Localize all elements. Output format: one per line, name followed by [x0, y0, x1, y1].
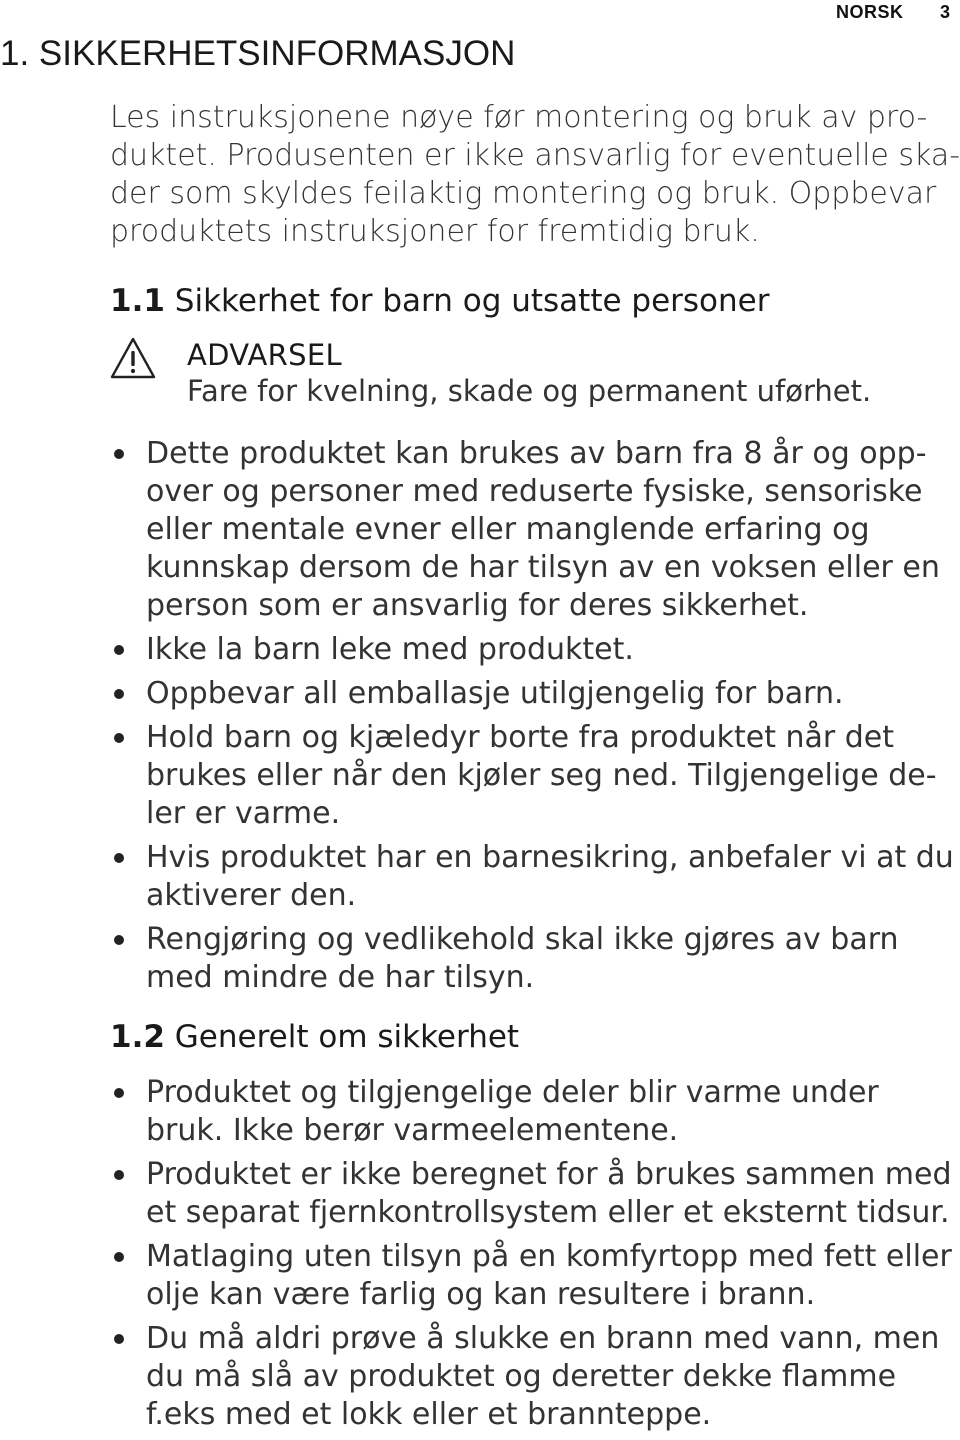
warning-title: ADVARSEL [187, 338, 342, 372]
list-item-line: du må slå av produktet og deretter dekke flamme [146, 1359, 897, 1394]
intro-line: der som skyldes feilaktig montering og bruk. Oppbevar [110, 176, 937, 211]
chapter-title: 1. SIKKERHETSINFORMASJON [0, 34, 516, 73]
list-item-line: Rengjøring og vedlikehold skal ikke gjøres av barn [146, 922, 899, 957]
list-item [0, 839, 960, 915]
bullet-dot [114, 645, 124, 655]
list-item-line: aktiverer den. [146, 878, 357, 913]
warning-text: Fare for kvelning, skade og permanent uførhet. [187, 374, 872, 408]
list-item [0, 1074, 960, 1150]
list-item [0, 1320, 960, 1434]
bullet-dot [114, 935, 124, 945]
section-title-text: Sikkerhet for barn og utsatte personer [174, 283, 770, 319]
bullet-dot [114, 689, 124, 699]
list-item-line: ler er varme. [146, 796, 341, 831]
list-item [0, 719, 960, 833]
list-item-line: brukes eller når den kjøler seg ned. Tilgjengelige de- [146, 758, 937, 793]
list-item-line: Dette produktet kan brukes av barn fra 8 år og opp- [146, 436, 927, 471]
warning-triangle-icon [110, 337, 156, 379]
intro-line: produktets instruksjoner for fremtidig bruk. [110, 214, 760, 249]
list-item-line: Oppbevar all emballasje utilgjengelig for barn. [146, 676, 844, 711]
intro-line: duktet. Produsenten er ikke ansvarlig for eventuelle ska- [110, 138, 960, 173]
section-title-1-2 [110, 1019, 519, 1055]
list-item-line: med mindre de har tilsyn. [146, 960, 535, 995]
bullet-list-1-1 [0, 435, 960, 1003]
section-number: 1.2 [110, 1019, 165, 1055]
header-language: NORSK [836, 2, 904, 22]
bullet-dot [114, 1252, 124, 1262]
section-title-text: Generelt om sikkerhet [174, 1019, 520, 1055]
list-item-line: eller mentale evner eller manglende erfaring og [146, 512, 870, 547]
list-item-line: f.eks med et lokk eller et brannteppe. [146, 1397, 712, 1432]
list-item-line: bruk. Ikke berør varmeelementene. [146, 1113, 679, 1148]
list-item-line: Produktet er ikke beregnet for å brukes sammen med [146, 1157, 952, 1192]
list-item-line: et separat fjernkontrollsystem eller et eksternt tidsur. [146, 1195, 950, 1230]
list-item-line: Ikke la barn leke med produktet. [146, 632, 634, 667]
bullet-dot [114, 1088, 124, 1098]
intro-paragraph [110, 99, 960, 251]
section-title-1-1 [110, 283, 770, 319]
bullet-dot [114, 1170, 124, 1180]
list-item-line: olje kan være farlig og kan resultere i brann. [146, 1277, 816, 1312]
list-item-line: Matlaging uten tilsyn på en komfyrtopp med fett eller [146, 1239, 952, 1274]
bullet-dot [114, 449, 124, 459]
intro-line: Les instruksjonene nøye før montering og bruk av pro- [110, 100, 928, 135]
list-item [0, 921, 960, 997]
bullet-dot [114, 1334, 124, 1344]
list-item [0, 1156, 960, 1232]
list-item [0, 1238, 960, 1314]
list-item-line: kunnskap dersom de har tilsyn av en voksen eller en [146, 550, 940, 585]
page-number: 3 [940, 2, 951, 22]
list-item-line: Produktet og tilgjengelige deler blir varme under [146, 1075, 879, 1110]
list-item-line: over og personer med reduserte fysiske, sensoriske [146, 474, 923, 509]
list-item-line: Hvis produktet har en barnesikring, anbefaler vi at du [146, 840, 954, 875]
bullet-dot [114, 853, 124, 863]
list-item [0, 631, 960, 669]
section-number: 1.1 [110, 283, 165, 319]
bullet-dot [114, 733, 124, 743]
list-item [0, 435, 960, 625]
bullet-list-1-2 [0, 1074, 960, 1440]
list-item-line: Hold barn og kjæledyr borte fra produktet når det [146, 720, 895, 755]
list-item-line: person som er ansvarlig for deres sikkerhet. [146, 588, 809, 623]
list-item-line: Du må aldri prøve å slukke en brann med vann, men [146, 1321, 940, 1356]
list-item [0, 675, 960, 713]
